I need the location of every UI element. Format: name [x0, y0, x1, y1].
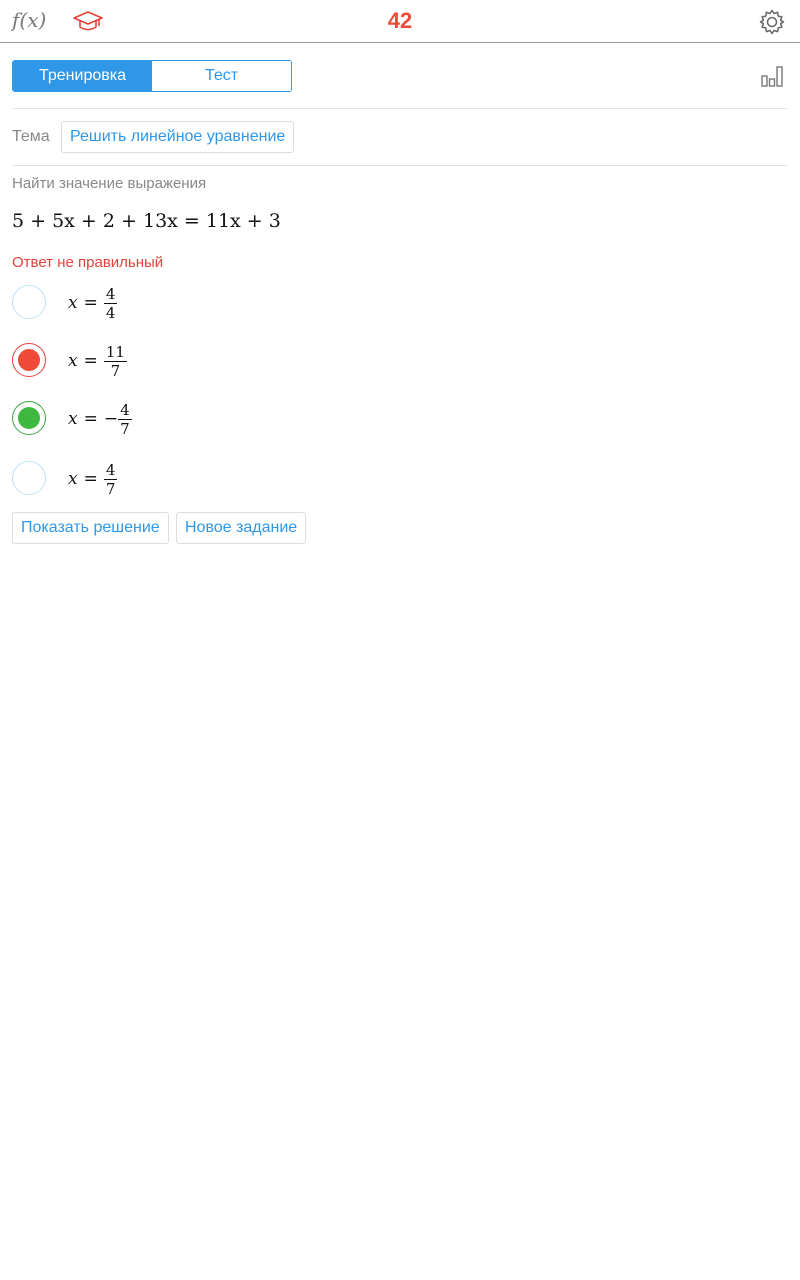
app-logo[interactable]: f(x) — [12, 8, 47, 32]
divider — [12, 108, 788, 109]
radio-button[interactable] — [12, 461, 46, 495]
numerator: 4 — [105, 460, 116, 479]
tab-training[interactable]: Тренировка — [13, 61, 152, 91]
show-solution-button[interactable]: Показать решение — [12, 512, 169, 544]
answer-expression — [68, 341, 127, 381]
mode-switch — [12, 60, 292, 92]
answer-expression — [68, 283, 117, 323]
radio-button[interactable] — [12, 285, 46, 319]
minus-sign: − — [103, 409, 119, 429]
equals-sign: = — [83, 469, 98, 489]
task-prompt: Найти значение выражения — [12, 175, 207, 192]
gear-icon[interactable] — [758, 8, 786, 36]
correct-dot — [18, 407, 40, 429]
radio-button-correct[interactable] — [12, 401, 46, 435]
variable: x — [68, 293, 78, 313]
answer-option[interactable] — [12, 283, 312, 323]
denominator: 7 — [110, 361, 121, 380]
answer-option[interactable] — [12, 399, 312, 439]
fraction — [104, 343, 127, 380]
fraction — [104, 461, 118, 498]
answer-expression — [68, 399, 132, 439]
verdict-text: Ответ не правильный — [12, 254, 164, 271]
equals-sign: = — [83, 293, 98, 313]
new-task-button[interactable]: Новое задание — [176, 512, 306, 544]
numerator: 4 — [120, 400, 130, 419]
answer-expression — [68, 459, 117, 499]
answer-option[interactable] — [12, 459, 312, 499]
variable: x — [68, 469, 78, 489]
denominator: 7 — [120, 419, 130, 438]
equals-sign: = — [83, 351, 98, 371]
numerator: 4 — [105, 284, 116, 303]
tab-test[interactable]: Тест — [152, 61, 291, 91]
selected-dot — [18, 349, 40, 371]
bar-chart-icon[interactable] — [760, 64, 784, 88]
topic-button[interactable]: Решить линейное уравнение — [61, 121, 294, 153]
answer-option[interactable] — [12, 341, 312, 381]
fraction — [118, 401, 132, 438]
radio-button-wrong[interactable] — [12, 343, 46, 377]
denominator: 4 — [105, 303, 116, 322]
variable: x — [68, 351, 78, 371]
fraction — [104, 285, 118, 322]
variable: x — [68, 409, 78, 429]
score-counter: 42 — [387, 8, 413, 33]
divider — [12, 165, 788, 166]
numerator: 11 — [105, 342, 125, 361]
equation: 5 + 5x + 2 + 13x = 11x + 3 — [12, 210, 281, 232]
denominator: 7 — [105, 479, 116, 498]
topic-label: Тема — [12, 128, 50, 145]
equals-sign: = — [83, 409, 98, 429]
top-bar — [0, 0, 800, 43]
